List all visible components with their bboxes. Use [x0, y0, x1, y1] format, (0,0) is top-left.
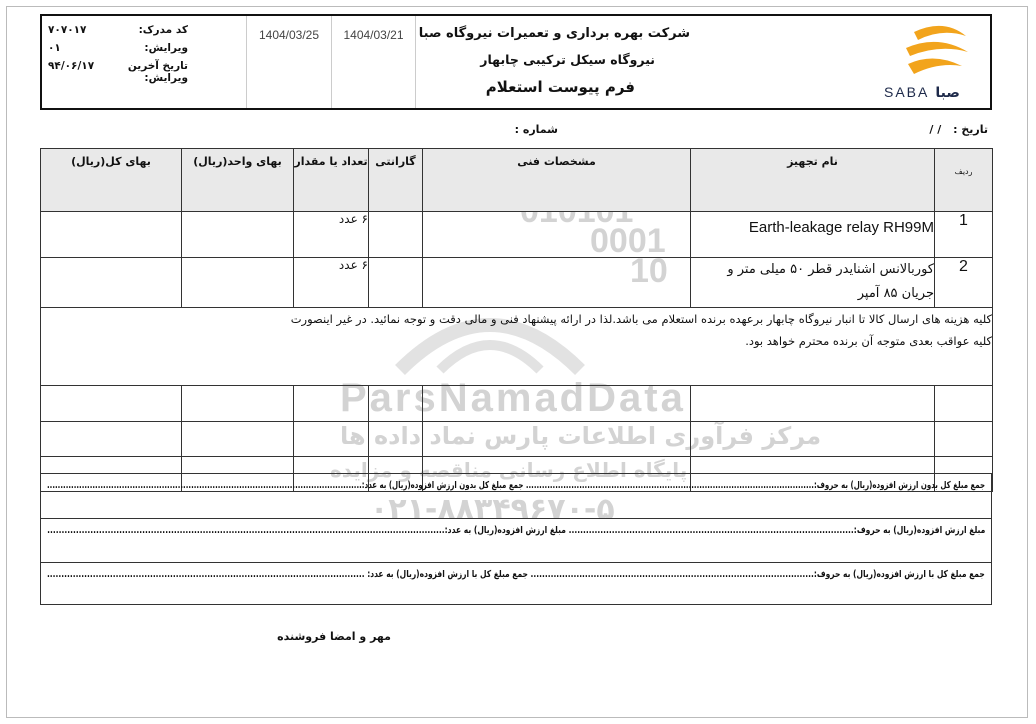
doc-code-row: [48, 24, 188, 42]
company-name: شرکت بهره برداری و تعمیرات نیروگاه صبا: [418, 26, 690, 41]
row-1-name: Earth-leakage relay RH99M: [691, 212, 935, 258]
empty-cell: [182, 386, 294, 422]
date-cell-1: [331, 16, 416, 108]
row-1-warranty: [369, 212, 423, 258]
last-edit-value: ۹۴/۰۶/۱۷: [48, 60, 95, 72]
row-2-spec: [423, 258, 691, 308]
watermark-phone: ۰۲۱-۸۸۳۴۹۶۷۰-۵: [370, 492, 615, 527]
revision-row: [48, 42, 188, 60]
col-name: نام تجهیز: [691, 149, 935, 212]
empty-cell: [935, 386, 993, 422]
watermark-line1: مرکز فرآوری اطلاعات پارس نماد داده ها: [340, 422, 822, 450]
last-edit-row: [48, 60, 188, 84]
vat-amount: [40, 519, 992, 563]
revision-label: ویرایش:: [144, 42, 188, 54]
row-2-qty: ۶ عدد: [294, 258, 369, 308]
last-edit-label: تاریخ آخرین ویرایش:: [127, 60, 188, 84]
row-2-total-price: [41, 258, 182, 308]
table-row: [41, 386, 993, 422]
row-1-radif: 1: [935, 212, 993, 258]
note-line-1: کلیه هزینه های ارسال کالا تا انبار نیروگاه چابهار برعهده برنده استعلام می باشد.لذا در ارائه پیشنهاد فنی و مالی دقت و توجه نمائید. در غیر اینصورت: [290, 312, 992, 326]
empty-cell: [691, 386, 935, 422]
table-row: [41, 258, 993, 308]
note-row: [41, 308, 993, 386]
table-header-row: [41, 149, 993, 212]
date-label: تاریخ :: [953, 123, 988, 136]
empty-cell: [423, 386, 691, 422]
watermark-code-3: 10: [630, 252, 668, 290]
row-2-radif: 2: [935, 258, 993, 308]
saba-logo-mark: [882, 22, 982, 80]
total-with-vat-text: جمع مبلغ کل با ارزش افزوده(ریال) به حروف:................................................................................................... جمع مبلغ کل با ارزش افزوده(ریال) به عدد: ...............................................................................................................: [47, 569, 985, 580]
date-value: / /: [929, 123, 942, 136]
empty-cell: [294, 386, 369, 422]
watermark-brand: ParsNamadData: [340, 376, 686, 420]
total-without-vat-text: جمع مبلغ کل بدون ارزش افزوده(ریال) به حروف:............................................................................................................ جمع مبلغ کل بدون ارزش افزوده(ریال) به عدد:......................................................................................................................: [46, 480, 985, 491]
row-2-unit-price: [182, 258, 294, 308]
col-total-price: بهای کل(ریال): [41, 149, 182, 212]
note-cell: [41, 308, 993, 386]
total-with-vat: [40, 563, 992, 605]
number-field: [515, 123, 558, 136]
empty-cell: [369, 422, 423, 457]
col-spec: مشخصات فنی: [423, 149, 691, 212]
number-label: شماره :: [514, 123, 558, 136]
col-qty: تعداد یا مقدار: [294, 149, 369, 212]
table-row: [41, 422, 993, 457]
items-table: [40, 148, 993, 492]
empty-cell: [41, 422, 182, 457]
row-2-name: کوربالانس اشنایدر قطر ۵۰ میلی متر و جریان ۸۵ آمپر: [691, 258, 935, 308]
total-without-vat: [40, 473, 992, 519]
note-line-2: کلیه عواقب بعدی متوجه آن برنده محترم خواهد بود.: [745, 334, 992, 348]
doc-code-value: ۷۰۷۰۱۷: [48, 24, 87, 36]
header-box: [40, 14, 992, 110]
watermark-code-2: 0001: [590, 222, 666, 260]
row-1-total-price: [41, 212, 182, 258]
doc-meta: [48, 24, 188, 84]
empty-cell: [369, 386, 423, 422]
logo-text-en: SABA: [884, 84, 930, 100]
form-title: فرم پیوست استعلام: [485, 78, 635, 96]
empty-cell: [294, 422, 369, 457]
empty-cell: [182, 422, 294, 457]
seller-signature: مهر و امضا فروشنده: [277, 630, 391, 643]
row-1-qty: ۶ عدد: [294, 212, 369, 258]
date-field: [929, 123, 988, 136]
date-cell-2: [246, 16, 331, 108]
date-2: 1404/03/25: [258, 28, 320, 42]
row-1-unit-price: [182, 212, 294, 258]
saba-logo: [882, 22, 982, 102]
col-unit-price: بهای واحد(ریال): [182, 149, 294, 212]
date-1: 1404/03/21: [343, 28, 404, 42]
col-radif: ردیف: [935, 149, 993, 212]
empty-cell: [41, 386, 182, 422]
col-warranty: گارانتی: [369, 149, 423, 212]
row-2-warranty: [369, 258, 423, 308]
watermark-line2: پایگاه اطلاع رسانی مناقصه و مزایده: [330, 458, 688, 482]
empty-cell: [423, 422, 691, 457]
plant-name: نیروگاه سیکل ترکیبی چابهار: [480, 52, 655, 67]
revision-value: ۰۱: [48, 42, 61, 54]
empty-cell: [691, 422, 935, 457]
vat-amount-text: مبلغ ارزش افزوده(ریال) به حروف:................................................................................................... مبلغ ارزش افزوده(ریال) به عدد:..........................................................................................................................................: [46, 525, 985, 536]
empty-cell: [935, 422, 993, 457]
table-row: [41, 212, 993, 258]
doc-code-label: کد مدرک:: [138, 24, 188, 36]
row-1-spec: [423, 212, 691, 258]
logo-text-fa: صبا: [935, 85, 960, 101]
